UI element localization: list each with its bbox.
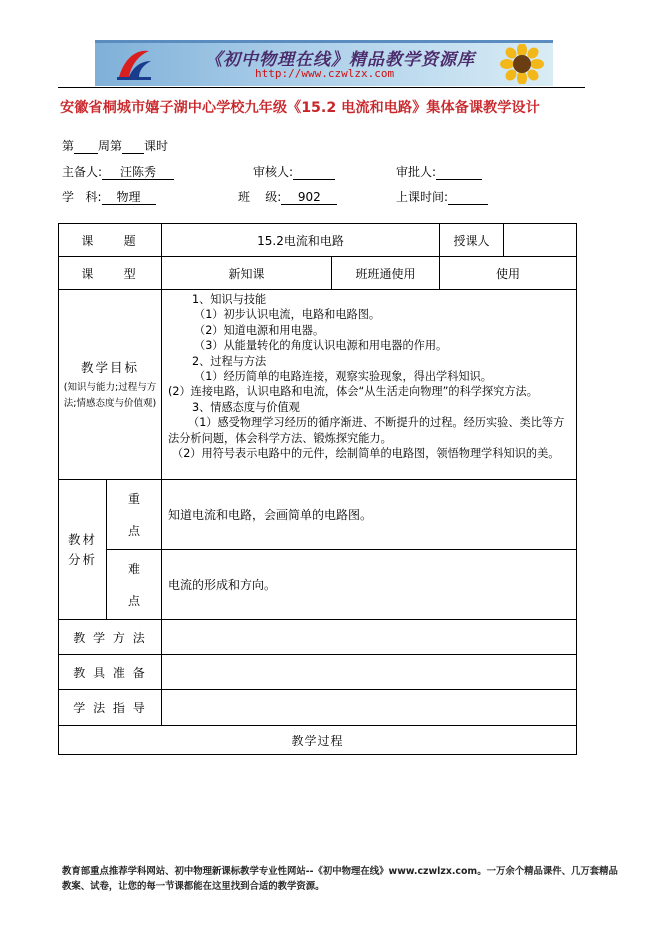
sunflower-icon [499, 44, 545, 84]
analysis-label [59, 480, 107, 620]
page-footer: 教育部重点推荐学科网站、初中物理新课标教学专业性网站--《初中物理在线》www.czwlzx.com。一万余个精品课件、几万套精品教案、试卷，让您的每一节课都能在这里找到合适的教学资源。 [62, 866, 618, 892]
goal-line: 3、情感态度与价值观 [192, 400, 300, 414]
goal-line: （2）用符号表示电路中的元件，绘制简单的电路图，领悟物理学科知识的美。 [172, 447, 560, 461]
banner-stripe [95, 40, 553, 43]
goal-line: （1）经历简单的电路连接，观察实验现象，得出学科知识。 [194, 370, 492, 384]
teacher-label: 授课人 [440, 224, 504, 257]
diff-label: 难点 [127, 561, 140, 608]
host-value: 汪陈秀 [102, 166, 174, 180]
applicable-label: 班班通使用 [332, 257, 440, 290]
key-label-cell [107, 480, 162, 550]
week-prefix: 第 [62, 139, 75, 153]
time-label: 上课时间: [396, 190, 449, 204]
time-blank [448, 191, 488, 205]
goal-line: （2）知道电源和用电器。 [194, 323, 325, 337]
diff-label-cell [107, 550, 162, 620]
tools-value [162, 655, 577, 690]
lesson-plan-table [58, 223, 577, 755]
banner-title: 《初中物理在线》精品教学资源库 [205, 50, 475, 70]
goal-line: 法分析问题，体会科学方法、锻炼探究能力。 [168, 431, 392, 445]
goals-row [59, 290, 577, 480]
approver-blank [436, 166, 482, 180]
type-label: 课 型 [59, 257, 162, 290]
week-blank [74, 140, 98, 154]
tools-label: 教 具 准 备 [59, 655, 162, 690]
goal-line: （1）感受物理学习经历的循序渐进、不断提升的过程。经历实验、类比等方 [188, 416, 565, 430]
goal-line: （3）从能量转化的角度认识电源和用电器的作用。 [194, 339, 448, 353]
document-title: 安徽省桐城市嬉子湖中心学校九年级《15.2 电流和电路》集体备课教学设计 [60, 100, 540, 116]
key-label: 重点 [127, 491, 140, 538]
tools-row [59, 655, 577, 690]
topic-row [59, 224, 577, 257]
study-row [59, 690, 577, 726]
class-field [238, 188, 337, 205]
host-label: 主备人: [62, 165, 103, 179]
goals-label: 教学目标 [80, 359, 139, 375]
study-value [162, 690, 577, 726]
banner-url[interactable]: http://www.czwlzx.com [255, 67, 395, 80]
goals-sublabel: (知识与能力;过程与方法;情感态度与价值观) [63, 381, 157, 409]
lesson-blank [122, 140, 144, 154]
method-label: 教 学 方 法 [59, 620, 162, 655]
type-value: 新知课 [162, 257, 332, 290]
reviewer-field [253, 163, 335, 180]
class-value: 902 [281, 191, 337, 205]
class-label: 班 级: [238, 190, 282, 204]
key-value: 知道电流和电路，会画简单的电路图。 [162, 480, 577, 550]
method-value [162, 620, 577, 655]
host-field [62, 163, 174, 180]
goal-line: （1）初步认识电流，电路和电路图。 [194, 308, 381, 322]
lesson-suffix: 课时 [144, 139, 169, 153]
approver-label: 审批人: [396, 165, 437, 179]
time-field [396, 188, 488, 205]
week-mid: 周第 [98, 139, 123, 153]
goals-label-cell [59, 290, 162, 480]
reviewer-blank [293, 166, 335, 180]
goals-content [162, 290, 577, 480]
process-row [59, 726, 577, 755]
goal-line: 2、过程与方法 [192, 354, 267, 368]
goal-line: 1、知识与技能 [192, 293, 267, 306]
approver-field [396, 163, 482, 180]
reviewer-label: 审核人: [253, 165, 294, 179]
method-row [59, 620, 577, 655]
subject-label: 学 科: [62, 190, 102, 204]
topic-label: 课 题 [59, 224, 162, 257]
subject-field [62, 188, 156, 205]
subject-value: 物理 [102, 191, 156, 205]
type-row [59, 257, 577, 290]
applicable-value: 使用 [440, 257, 577, 290]
week-lesson-line [62, 137, 168, 154]
teacher-value [504, 224, 577, 257]
header-banner [95, 40, 553, 86]
site-logo-icon [115, 45, 155, 81]
analysis-label-text: 教材分析 [67, 531, 97, 567]
goal-line: (2）连接电路，认识电路和电流，体会“从生活走向物理”的科学探究方法。 [168, 385, 538, 399]
difficulty-row [59, 550, 577, 620]
header-rule [58, 87, 585, 88]
key-point-row [59, 480, 577, 550]
topic-value: 15.2电流和电路 [162, 224, 440, 257]
study-label: 学 法 指 导 [59, 690, 162, 726]
process-label: 教学过程 [59, 726, 577, 755]
diff-value: 电流的形成和方向。 [162, 550, 577, 620]
